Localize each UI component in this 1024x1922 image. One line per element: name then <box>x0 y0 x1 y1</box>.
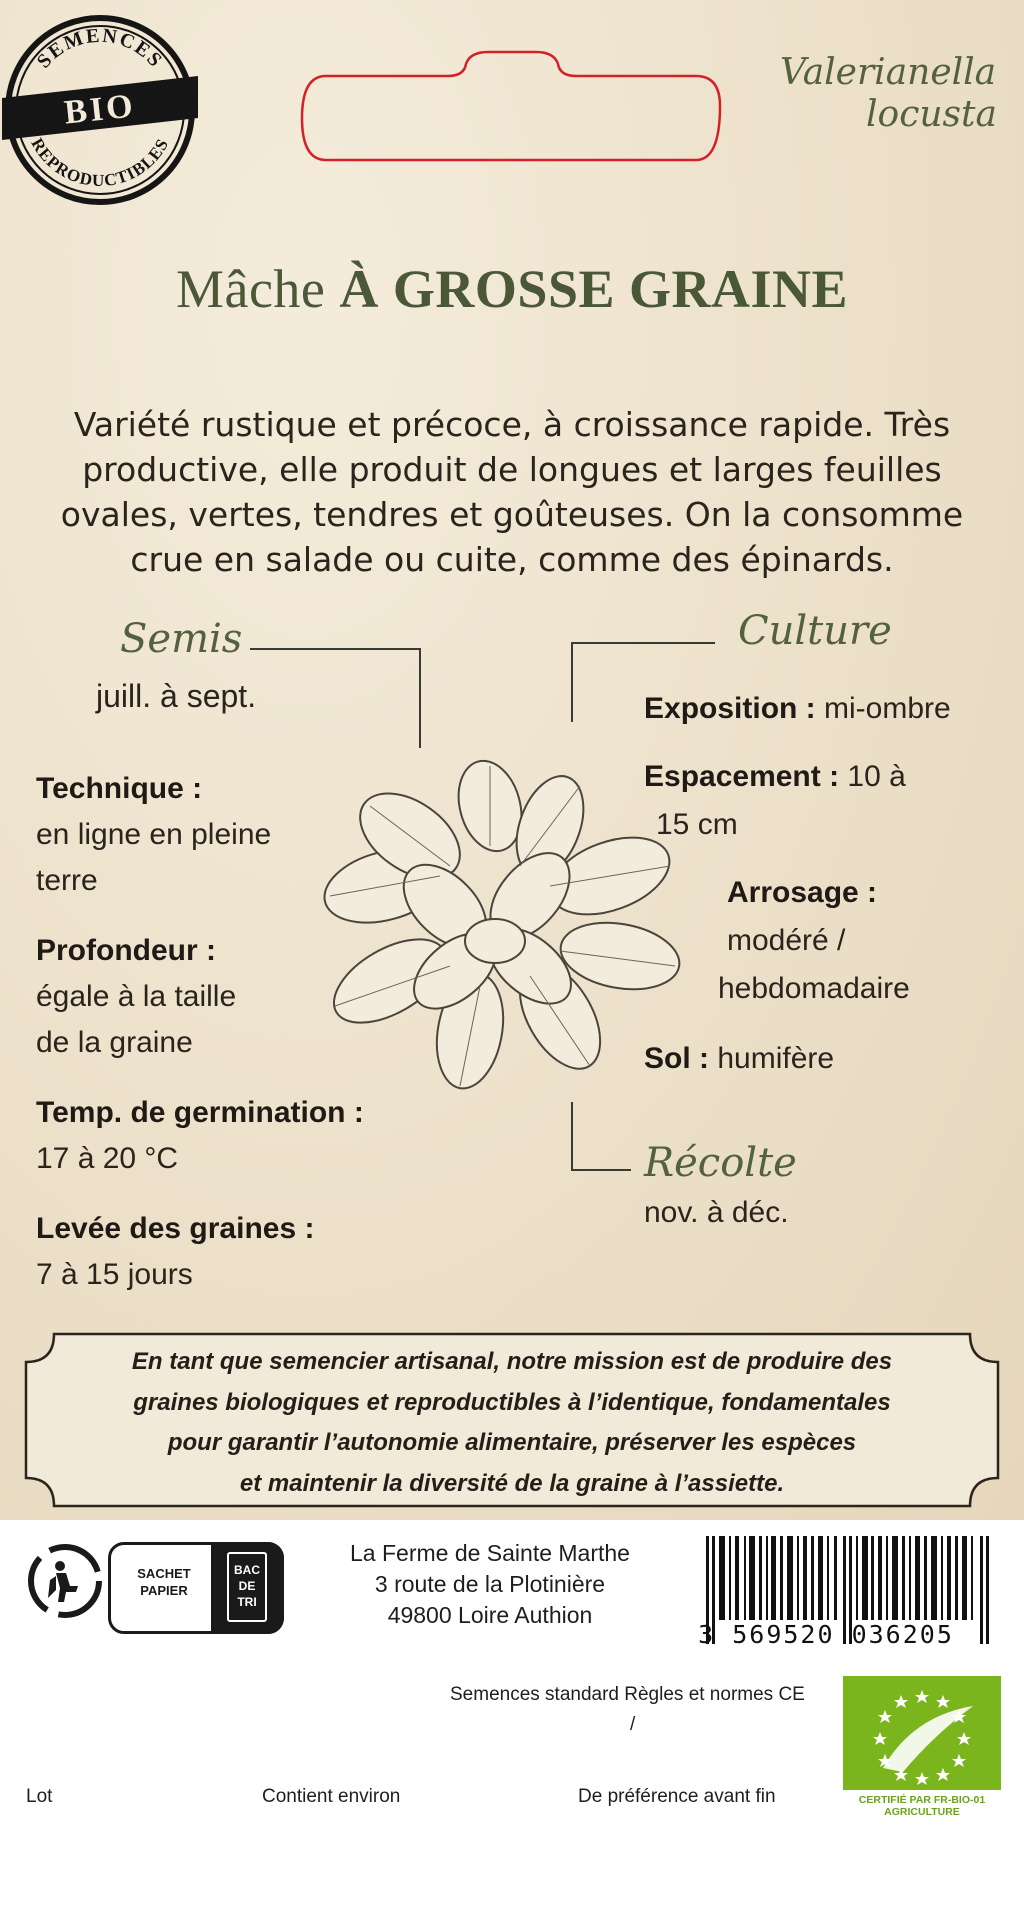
semis-heading: Semis <box>120 616 243 662</box>
standard-slash: / <box>630 1714 636 1735</box>
badge-bottom-text: REPRODUCTIBLES <box>27 134 173 191</box>
bio-badge-logo <box>2 12 198 208</box>
hang-hole-outline <box>298 50 726 166</box>
mission-line-1: En tant que semencier artisanal, notre mission est de produire des <box>131 1348 893 1375</box>
espacement-value: 10 à <box>839 760 906 793</box>
exposition-row <box>644 692 951 726</box>
bac-de-tri-block <box>211 1542 284 1634</box>
mission-line-4: et maintenir la diversité de la graine à l’assiette. <box>239 1469 785 1497</box>
sol-label: Sol : <box>644 1042 709 1075</box>
variety-description: Variété rustique et précoce, à croissance rapide. Très productive, elle produit de longues et larges feuilles ovales, vertes, tendres et goûteuses. On la consomme crue en salade ou cuite, comme des épinards. <box>60 405 964 579</box>
semis-connector-v <box>419 648 421 748</box>
sol-row <box>644 1042 834 1076</box>
eu-leaf-stars-icon <box>843 1676 1001 1790</box>
recolte-heading: Récolte <box>644 1140 797 1186</box>
bin-icon <box>227 1552 267 1622</box>
bac-label-1: BAC <box>234 1563 260 1577</box>
badge-top-text: SEMENCES <box>32 24 168 73</box>
recolte-connector-v <box>571 1102 573 1170</box>
barcode-number: 3 569520 036205 <box>698 1620 954 1649</box>
technique-value-1: en ligne en pleine <box>36 818 272 851</box>
eu-certification-caption <box>836 1794 1008 1818</box>
arrosage-value-2: hebdomadaire <box>718 972 910 1005</box>
title-light: Mâche <box>175 259 340 319</box>
levee-value: 7 à 15 jours <box>36 1258 193 1291</box>
bac-label-3: TRI <box>237 1595 257 1609</box>
culture-connector-v <box>571 642 573 722</box>
eu-organic-logo <box>843 1676 1001 1790</box>
sorting-info-badge <box>108 1542 284 1634</box>
technique-value-2: terre <box>36 864 98 897</box>
mission-line-2: graines biologiques et reproductibles à l’identique, fondamentales <box>133 1388 891 1416</box>
contient-label: Contient environ <box>262 1786 401 1807</box>
semis-connector-h <box>250 648 420 650</box>
preference-label: De préférence avant fin <box>578 1786 776 1807</box>
germination-value: 17 à 20 °C <box>36 1142 179 1175</box>
recolte-value: nov. à déc. <box>644 1196 789 1229</box>
espacement-row <box>644 760 906 794</box>
semis-value: juill. à sept. <box>96 678 257 714</box>
title-bold: À GROSSE GRAINE <box>339 259 849 319</box>
badge-bio-text: BIO <box>62 87 138 132</box>
eu-caption-line-1: CERTIFIÉ PAR FR-BIO-01 <box>858 1794 986 1806</box>
profondeur-value-2: de la graine <box>36 1026 193 1059</box>
latin-name-line2: locusta <box>866 94 997 135</box>
levee-label: Levée des graines : <box>36 1212 315 1245</box>
latin-name-line1: Valerianella <box>780 52 997 93</box>
sachet-label: SACHET <box>137 1566 191 1581</box>
eu-caption-line-2: AGRICULTURE <box>884 1806 960 1818</box>
culture-connector-h <box>571 642 715 644</box>
mission-statement <box>60 1342 964 1504</box>
arrosage-value-1: modéré / <box>727 924 846 957</box>
recycling-person-icon <box>26 1542 104 1620</box>
exposition-label: Exposition : <box>644 692 816 725</box>
exposition-value: mi-ombre <box>815 692 951 725</box>
espacement-label: Espacement : <box>644 760 840 793</box>
svg-text:REPRODUCTIBLES <box>27 135 172 190</box>
germination-label: Temp. de germination : <box>36 1096 364 1129</box>
bac-label-2: DE <box>238 1579 256 1593</box>
culture-heading: Culture <box>738 608 892 654</box>
recolte-connector-h <box>571 1169 631 1171</box>
address-line-2: 3 route de la Plotinière <box>374 1571 606 1597</box>
technique-label: Technique : <box>36 772 203 805</box>
sol-value: humifère <box>709 1042 835 1075</box>
mission-line-3: pour garantir l’autonomie alimentaire, préserver les espèces <box>167 1429 857 1456</box>
papier-label: PAPIER <box>140 1583 188 1598</box>
profondeur-value-1: égale à la taille <box>36 980 237 1013</box>
standard-text: Semences standard Règles et normes CE <box>450 1684 805 1705</box>
address-line-3: 49800 Loire Authion <box>387 1602 593 1628</box>
producer-address <box>300 1538 680 1631</box>
profondeur-label: Profondeur : <box>36 934 216 967</box>
product-title <box>0 258 1024 320</box>
lot-label: Lot <box>26 1786 53 1807</box>
espacement-value-2: 15 cm <box>656 808 738 841</box>
address-line-1: La Ferme de Sainte Marthe <box>350 1540 630 1566</box>
arrosage-label: Arrosage : <box>727 876 878 909</box>
